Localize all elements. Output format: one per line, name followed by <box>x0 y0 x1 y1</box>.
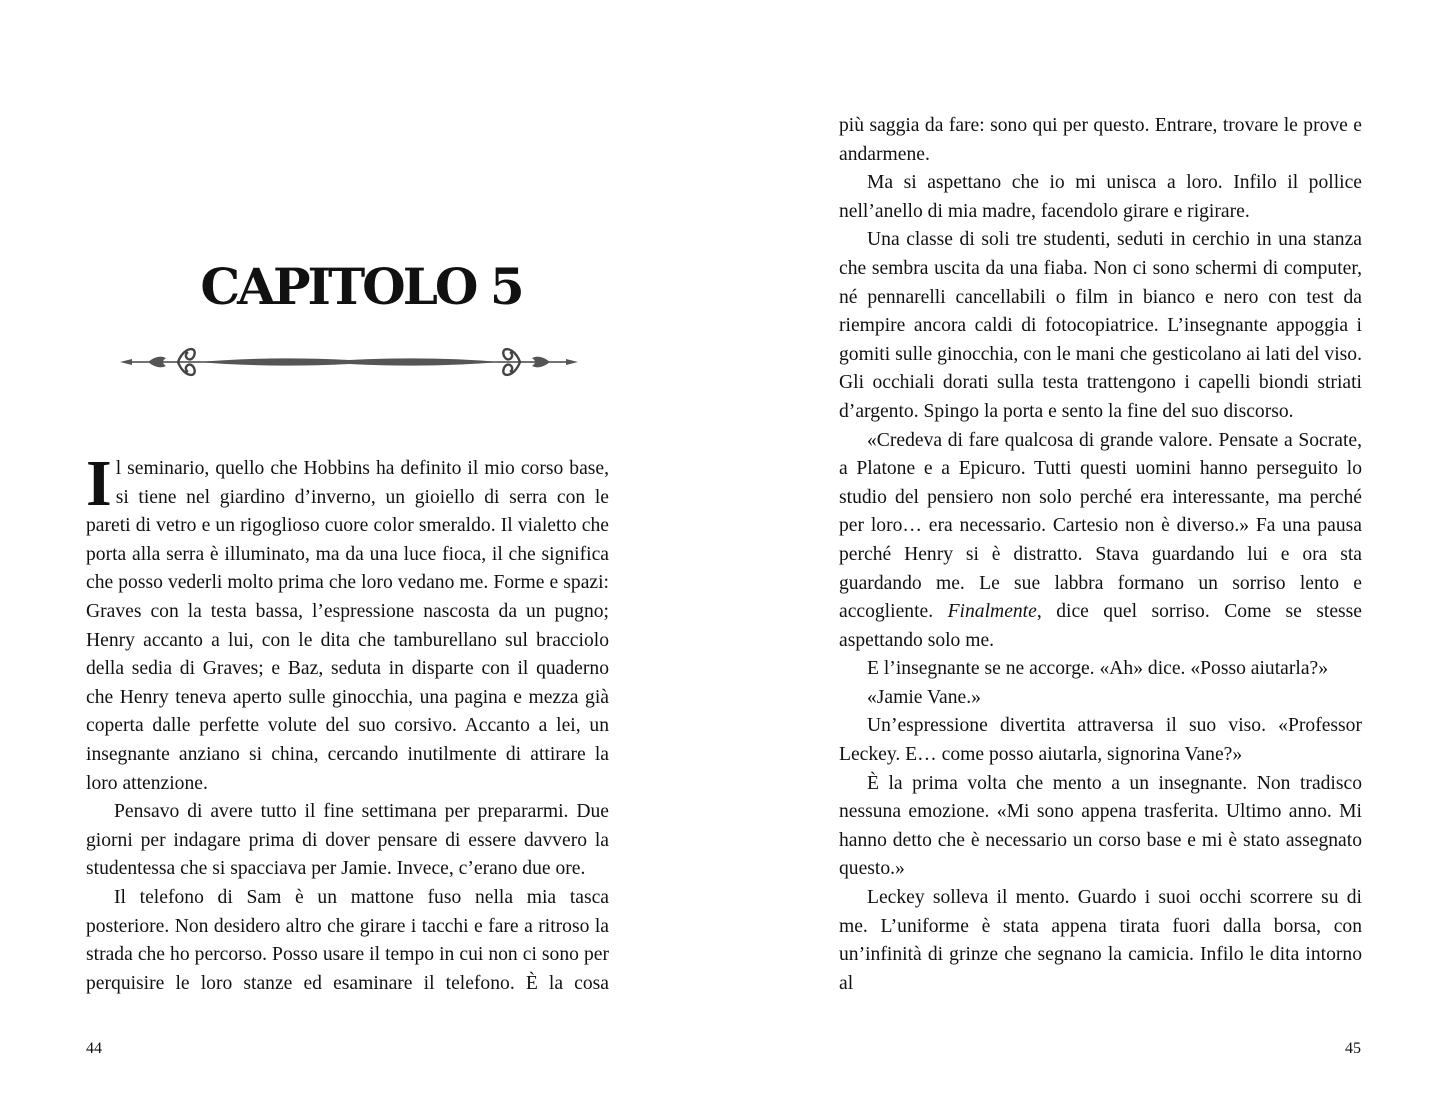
scroll-flourish-ornament-icon <box>118 342 580 382</box>
right-text-block <box>839 112 1362 998</box>
paragraph: Un’espressione divertita attraversa il suo viso. «Professor Leckey. E… come posso aiutarla, signorina Vane?» <box>839 715 1362 766</box>
paragraph-text-tail: , dice quel sorriso. Come se stesse aspettando solo me. <box>839 601 1363 651</box>
paragraph: Il telefono di Sam è un mattone fuso nella mia tasca posteriore. Non desidero altro che girare i tacchi e fare a ritroso la strada che ho percorso. Posso usare il tempo in cui non ci sono per perquisire le loro stanze ed esaminare il telefono. È la cosa <box>86 886 609 994</box>
paragraph <box>839 427 1362 656</box>
page-number: 45 <box>1345 1040 1361 1057</box>
chapter-title: CAPITOLO 5 <box>200 257 522 316</box>
paragraph: Ma si aspettano che io mi unisca a loro. Infilo il pollice nell’anello di mia madre, facendolo girare e rigirare. <box>839 172 1362 222</box>
opening-paragraph <box>86 447 609 798</box>
drop-cap: I <box>86 447 112 520</box>
paragraph: Una classe di soli tre studenti, seduti in cerchio in una stanza che sembra uscita da una fiaba. Non ci sono schermi di computer, né pennarelli cancellabili o film in bianco e nero con test da riempire ancora caldi di fotocopiatrice. L’insegnante appoggia i gomiti sulle ginocchia, con le mani che gesticolano ai lati del viso. Gli occhiali dorati sulla testa trattengono i capelli biondi striati d’argento. Spingo la porta e sento la fine del suo discorso. <box>839 229 1362 422</box>
page-number: 44 <box>86 1040 102 1057</box>
left-page <box>0 0 722 1119</box>
paragraph: più saggia da fare: sono qui per questo. Entrare, trovare le prove e andarmene. <box>839 115 1362 165</box>
paragraph: E l’insegnante se ne accorge. «Ah» dice. «Posso aiutarla?» <box>867 658 1329 680</box>
paragraph: È la prima volta che mento a un insegnante. Non tradisco nessuna emozione. «Mi sono appena trasferita. Ultimo anno. Mi hanno detto che è necessario un corso base e mi è stato assegnato questo.» <box>839 772 1362 880</box>
paragraph-text: «Credeva di fare qualcosa di grande valore. Pensate a Socrate, a Platone e a Epicuro. Tutti questi uomini hanno perseguito lo studio del pensiero non solo perché era interessante, ma perché per loro… era necessario. Cartesio non è diverso.» Fa una pausa perché Henry si è distratto. Stava guardando lui e ora sta guardando me. Le sue labbra formano un sorriso lento e accogliente. <box>839 429 1362 623</box>
right-page <box>723 0 1445 1119</box>
italic-word: Finalmente <box>947 601 1037 623</box>
paragraph: Leckey solleva il mento. Guardo i suoi occhi scorrere su di me. L’uniforme è stata appena tirata fuori dalla borsa, con un’infinità di grinze che segnano la camicia. Infilo le dita intorno al <box>839 887 1362 994</box>
left-text-block <box>86 447 609 998</box>
paragraph: Pensavo di avere tutto il fine settimana per prepararmi. Due giorni per indagare prima di dover pensare di essere davvero la studentessa che si spacciava per Jamie. Invece, c’erano due ore. <box>86 801 609 880</box>
paragraph: «Jamie Vane.» <box>867 686 981 708</box>
paragraph-text: l seminario, quello che Hobbins ha definito il mio corso base, si tiene nel giardino d’inverno, un gioiello di serra con le pareti di vetro e un rigoglioso cuore color smeraldo. Il vialetto che porta alla serra è illuminato, ma da una luce fioca, il che significa che posso vederli molto prima che loro vedano me. Forme e spazi: Graves con la testa bassa, l’espressione nascosta da un pugno; Henry accanto a lui, con le dita che tamburellano sul bracciolo della sedia di Graves; e Baz, seduta in disparte con il quaderno che Henry teneva aperto sulle ginocchia, una pagina e mezza già coperta dalle perfette volute del suo corsivo. Accanto a lei, un insegnante anziano si china, cercando inutilmente di attirare la loro attenzione. <box>86 458 609 794</box>
